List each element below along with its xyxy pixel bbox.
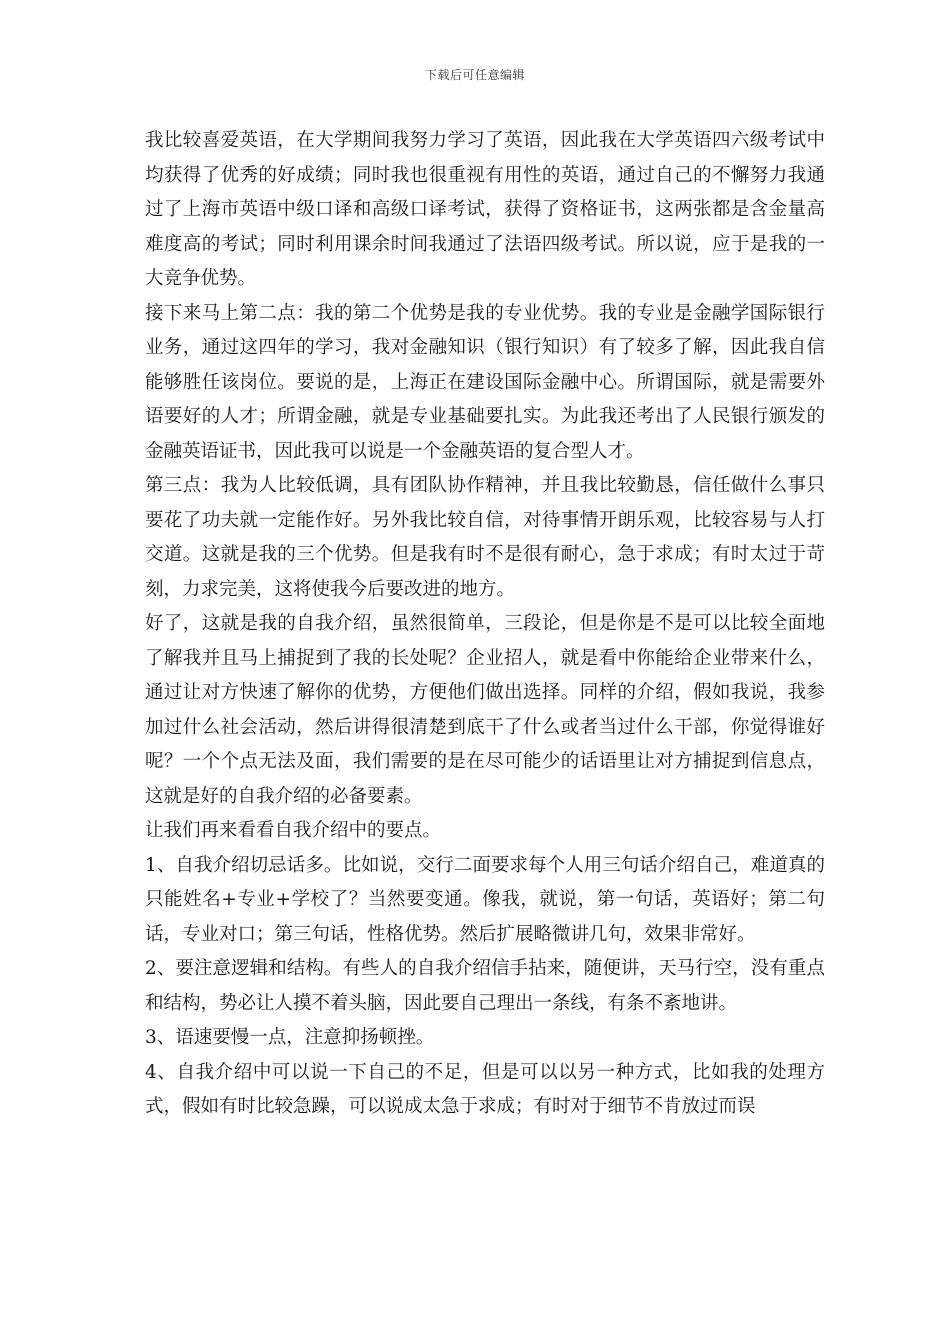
paragraph-third-point: 第三点：我为人比较低调，具有团队协作精神，并且我比较勤恳，信任做什么事只要花了功夫就一定能作好。另外我比较自信，对待事情开朗乐观，比较容易与人打交道。这就是我的三个优势。但是我有时不是很有耐心，急于求成；有时太过于苛刻，力求完美，这将使我今后要改进的地方。	[145, 475, 825, 600]
paragraph-point-2: 2、要注意逻辑和结构。有些人的自我介绍信手拈来，随便讲，天马行空，没有重点和结构，势必让人摸不着头脑，因此要自己理出一条线，有条不紊地讲。	[145, 958, 825, 1014]
paragraph-point-3: 3、语速要慢一点，注意抑扬顿挫。	[145, 1027, 435, 1048]
paragraph-english-advantage: 我比较喜爱英语，在大学期间我努力学习了英语，因此我在大学英语四六级考试中均获得了优秀的好成绩；同时我也很重视有用性的英语，通过自己的不懈努力我通过了上海市英语中级口译和高级口译考试，获得了资格证书，这两张都是含金量高难度高的考试；同时利用课余时间我通过了法语四级考试。所以说，应于是我的一大竞争优势。	[145, 130, 825, 289]
paragraph-key-points-intro: 让我们再来看看自我介绍中的要点。	[145, 820, 442, 841]
paragraph-point-1: 1、自我介绍切忌话多。比如说，交行二面要求每个人用三句话介绍自己，难道真的只能姓名+专业+学校了？当然要变通。像我，就说，第一句话，英语好；第二句话，专业对口；第三句话，性格优势。然后扩展略微讲几句，效果非常好。	[145, 854, 825, 945]
page-header: 下载后可任意编辑	[424, 68, 525, 82]
document-body	[145, 124, 825, 1125]
paragraph-second-point: 接下来马上第二点：我的第二个优势是我的专业优势。我的专业是金融学国际银行业务，通过这四年的学习，我对金融知识（银行知识）有了较多了解，因此我自信能够胜任该岗位。要说的是，上海正在建设国际金融中心。所谓国际，就是需要外语要好的人才；所谓金融，就是专业基础要扎实。为此我还考出了人民银行颁发的金融英语证书，因此我可以说是一个金融英语的复合型人才。	[145, 302, 825, 462]
paragraph-point-4: 4、自我介绍中可以说一下自己的不足，但是可以以另一种方式，比如我的处理方式，假如有时比较急躁，可以说成太急于求成；有时对于细节不肯放过而误	[145, 1061, 825, 1117]
paragraph-summary: 好了，这就是我的自我介绍，虽然很简单，三段论，但是你是不是可以比较全面地了解我并且马上捕捉到了我的长处呢？企业招人，就是看中你能给企业带来什么，通过让对方快速了解你的优势，方便他们做出选择。同样的介绍，假如我说，我参加过什么社会活动，然后讲得很清楚到底干了什么或者当过什么干部，你觉得谁好呢？一个个点无法及面，我们需要的是在尽可能少的话语里让对方捕捉到信息点，这就是好的自我介绍的必备要素。	[145, 613, 825, 807]
